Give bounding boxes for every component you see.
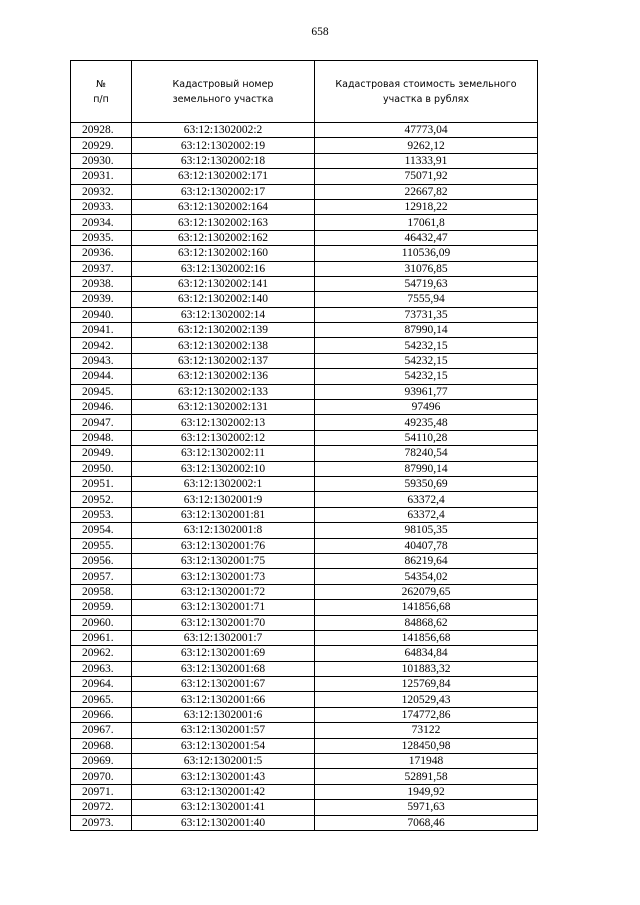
table-row — [71, 138, 538, 153]
cadastral-value-cell: 141856,68 — [315, 630, 538, 645]
table-row — [71, 384, 538, 399]
row-number-cell: 20936. — [71, 246, 132, 261]
cadastral-number-cell: 63:12:1302001:68 — [132, 661, 315, 676]
row-number-cell: 20952. — [71, 492, 132, 507]
table-row — [71, 553, 538, 568]
row-number-cell: 20959. — [71, 600, 132, 615]
cadastral-number-cell: 63:12:1302001:75 — [132, 553, 315, 568]
table-row — [71, 815, 538, 830]
cadastral-value-cell: 174772,86 — [315, 707, 538, 722]
table-row — [71, 538, 538, 553]
cadastral-value-cell: 7068,46 — [315, 815, 538, 830]
cadastral-value-cell: 101883,32 — [315, 661, 538, 676]
table-row — [71, 353, 538, 368]
table-row — [71, 400, 538, 415]
cadastral-number-cell: 63:12:1302002:163 — [132, 215, 315, 230]
row-number-cell: 20966. — [71, 707, 132, 722]
row-number-cell: 20930. — [71, 153, 132, 168]
cadastral-value-cell: 47773,04 — [315, 123, 538, 138]
cadastral-value-cell: 59350,69 — [315, 476, 538, 491]
table-row — [71, 723, 538, 738]
cadastral-value-cell: 54232,15 — [315, 369, 538, 384]
row-number-cell: 20956. — [71, 553, 132, 568]
row-number-cell: 20958. — [71, 584, 132, 599]
table-row — [71, 246, 538, 261]
row-number-cell: 20946. — [71, 400, 132, 415]
table-row — [71, 323, 538, 338]
cadastral-value-cell: 110536,09 — [315, 246, 538, 261]
cadastral-value-cell: 93961,77 — [315, 384, 538, 399]
cadastral-number-cell: 63:12:1302002:19 — [132, 138, 315, 153]
row-number-cell: 20964. — [71, 677, 132, 692]
header-row-number: № п/п — [71, 61, 132, 123]
row-number-cell: 20954. — [71, 523, 132, 538]
table-row — [71, 784, 538, 799]
table-row — [71, 646, 538, 661]
table-row — [71, 523, 538, 538]
cadastral-value-cell: 54232,15 — [315, 338, 538, 353]
row-number-cell: 20973. — [71, 815, 132, 830]
table-row — [71, 184, 538, 199]
table-row — [71, 630, 538, 645]
table-row — [71, 707, 538, 722]
cadastral-number-cell: 63:12:1302001:41 — [132, 800, 315, 815]
cadastral-value-cell: 49235,48 — [315, 415, 538, 430]
table-row — [71, 169, 538, 184]
header-cadastral-value: Кадастровая стоимость земельного участка в рублях — [315, 61, 538, 123]
row-number-cell: 20941. — [71, 323, 132, 338]
cadastral-value-cell: 54110,28 — [315, 430, 538, 445]
cadastral-value-cell: 120529,43 — [315, 692, 538, 707]
row-number-cell: 20928. — [71, 123, 132, 138]
table-row — [71, 215, 538, 230]
cadastral-value-cell: 262079,65 — [315, 584, 538, 599]
header-cadastral-number: Кадастровый номер земельного участка — [132, 61, 315, 123]
cadastral-value-cell: 84868,62 — [315, 615, 538, 630]
row-number-cell: 20940. — [71, 307, 132, 322]
cadastral-value-cell: 22667,82 — [315, 184, 538, 199]
cadastral-value-cell: 78240,54 — [315, 446, 538, 461]
row-number-cell: 20944. — [71, 369, 132, 384]
row-number-cell: 20955. — [71, 538, 132, 553]
cadastral-value-cell: 128450,98 — [315, 738, 538, 753]
cadastral-number-cell: 63:12:1302002:171 — [132, 169, 315, 184]
cadastral-value-cell: 11333,91 — [315, 153, 538, 168]
cadastral-value-cell: 75071,92 — [315, 169, 538, 184]
table-row — [71, 569, 538, 584]
cadastral-value-cell: 17061,8 — [315, 215, 538, 230]
cadastral-value-cell: 54354,02 — [315, 569, 538, 584]
row-number-cell: 20939. — [71, 292, 132, 307]
table-row — [71, 507, 538, 522]
table-header — [71, 61, 538, 123]
cadastral-number-cell: 63:12:1302002:160 — [132, 246, 315, 261]
table-row — [71, 661, 538, 676]
row-number-cell: 20969. — [71, 754, 132, 769]
cadastral-number-cell: 63:12:1302001:72 — [132, 584, 315, 599]
cadastral-number-cell: 63:12:1302002:17 — [132, 184, 315, 199]
table-row — [71, 199, 538, 214]
table-row — [71, 461, 538, 476]
table-row — [71, 476, 538, 491]
cadastral-value-cell: 141856,68 — [315, 600, 538, 615]
cadastral-number-cell: 63:12:1302002:131 — [132, 400, 315, 415]
table-row — [71, 430, 538, 445]
cadastral-number-cell: 63:12:1302002:139 — [132, 323, 315, 338]
cadastral-value-cell: 12918,22 — [315, 199, 538, 214]
row-number-cell: 20934. — [71, 215, 132, 230]
row-number-cell: 20957. — [71, 569, 132, 584]
cadastral-value-cell: 46432,47 — [315, 230, 538, 245]
cadastral-value-cell: 87990,14 — [315, 323, 538, 338]
row-number-cell: 20961. — [71, 630, 132, 645]
header-row — [71, 61, 538, 123]
table-row — [71, 800, 538, 815]
cadastral-value-cell: 52891,58 — [315, 769, 538, 784]
row-number-cell: 20938. — [71, 276, 132, 291]
cadastral-value-cell: 1949,92 — [315, 784, 538, 799]
table-row — [71, 307, 538, 322]
table-row — [71, 276, 538, 291]
table-row — [71, 369, 538, 384]
cadastral-value-cell: 171948 — [315, 754, 538, 769]
cadastral-number-cell: 63:12:1302001:5 — [132, 754, 315, 769]
cadastral-number-cell: 63:12:1302002:14 — [132, 307, 315, 322]
row-number-cell: 20931. — [71, 169, 132, 184]
cadastral-number-cell: 63:12:1302001:66 — [132, 692, 315, 707]
table-row — [71, 446, 538, 461]
row-number-cell: 20935. — [71, 230, 132, 245]
cadastral-number-cell: 63:12:1302001:6 — [132, 707, 315, 722]
cadastral-value-cell: 73731,35 — [315, 307, 538, 322]
cadastral-number-cell: 63:12:1302001:54 — [132, 738, 315, 753]
cadastral-value-cell: 31076,85 — [315, 261, 538, 276]
table-row — [71, 415, 538, 430]
table-row — [71, 769, 538, 784]
cadastral-value-cell: 5971,63 — [315, 800, 538, 815]
row-number-cell: 20963. — [71, 661, 132, 676]
cadastral-number-cell: 63:12:1302002:11 — [132, 446, 315, 461]
table-row — [71, 738, 538, 753]
cadastral-number-cell: 63:12:1302001:67 — [132, 677, 315, 692]
cadastral-value-cell: 9262,12 — [315, 138, 538, 153]
row-number-cell: 20942. — [71, 338, 132, 353]
cadastral-number-cell: 63:12:1302002:133 — [132, 384, 315, 399]
cadastral-number-cell: 63:12:1302002:13 — [132, 415, 315, 430]
cadastral-value-cell: 63372,4 — [315, 492, 538, 507]
row-number-cell: 20949. — [71, 446, 132, 461]
cadastral-number-cell: 63:12:1302002:12 — [132, 430, 315, 445]
table-row — [71, 230, 538, 245]
cadastral-number-cell: 63:12:1302001:81 — [132, 507, 315, 522]
row-number-cell: 20971. — [71, 784, 132, 799]
cadastral-value-cell: 97496 — [315, 400, 538, 415]
row-number-cell: 20970. — [71, 769, 132, 784]
table-row — [71, 153, 538, 168]
cadastral-number-cell: 63:12:1302001:7 — [132, 630, 315, 645]
row-number-cell: 20947. — [71, 415, 132, 430]
row-number-cell: 20967. — [71, 723, 132, 738]
table-row — [71, 677, 538, 692]
table-row — [71, 292, 538, 307]
cadastral-number-cell: 63:12:1302001:71 — [132, 600, 315, 615]
row-number-cell: 20948. — [71, 430, 132, 445]
cadastral-number-cell: 63:12:1302001:9 — [132, 492, 315, 507]
cadastral-value-cell: 7555,94 — [315, 292, 538, 307]
cadastral-number-cell: 63:12:1302002:164 — [132, 199, 315, 214]
cadastral-number-cell: 63:12:1302001:73 — [132, 569, 315, 584]
table-body — [71, 123, 538, 831]
cadastral-number-cell: 63:12:1302002:16 — [132, 261, 315, 276]
row-number-cell: 20962. — [71, 646, 132, 661]
row-number-cell: 20968. — [71, 738, 132, 753]
row-number-cell: 20932. — [71, 184, 132, 199]
cadastral-value-cell: 63372,4 — [315, 507, 538, 522]
cadastral-value-cell: 86219,64 — [315, 553, 538, 568]
table-row — [71, 584, 538, 599]
row-number-cell: 20951. — [71, 476, 132, 491]
cadastral-number-cell: 63:12:1302002:138 — [132, 338, 315, 353]
cadastral-number-cell: 63:12:1302002:162 — [132, 230, 315, 245]
table-row — [71, 615, 538, 630]
table-row — [71, 261, 538, 276]
cadastral-value-cell: 54232,15 — [315, 353, 538, 368]
cadastral-value-cell: 98105,35 — [315, 523, 538, 538]
table-row — [71, 492, 538, 507]
cadastral-value-cell: 73122 — [315, 723, 538, 738]
cadastral-value-cell: 125769,84 — [315, 677, 538, 692]
cadastral-value-cell: 54719,63 — [315, 276, 538, 291]
table-row — [71, 338, 538, 353]
cadastre-table — [70, 60, 538, 831]
cadastral-number-cell: 63:12:1302001:40 — [132, 815, 315, 830]
cadastral-number-cell: 63:12:1302002:1 — [132, 476, 315, 491]
cadastral-number-cell: 63:12:1302001:57 — [132, 723, 315, 738]
row-number-cell: 20950. — [71, 461, 132, 476]
table-row — [71, 692, 538, 707]
cadastral-number-cell: 63:12:1302002:136 — [132, 369, 315, 384]
cadastral-number-cell: 63:12:1302001:69 — [132, 646, 315, 661]
row-number-cell: 20945. — [71, 384, 132, 399]
cadastral-value-cell: 40407,78 — [315, 538, 538, 553]
cadastral-number-cell: 63:12:1302002:18 — [132, 153, 315, 168]
row-number-cell: 20953. — [71, 507, 132, 522]
page-number: 658 — [311, 26, 329, 38]
cadastral-number-cell: 63:12:1302001:43 — [132, 769, 315, 784]
cadastral-value-cell: 64834,84 — [315, 646, 538, 661]
cadastral-number-cell: 63:12:1302001:70 — [132, 615, 315, 630]
table-row — [71, 600, 538, 615]
cadastral-number-cell: 63:12:1302002:2 — [132, 123, 315, 138]
row-number-cell: 20937. — [71, 261, 132, 276]
cadastral-number-cell: 63:12:1302002:10 — [132, 461, 315, 476]
cadastral-number-cell: 63:12:1302002:137 — [132, 353, 315, 368]
cadastral-number-cell: 63:12:1302002:140 — [132, 292, 315, 307]
cadastral-number-cell: 63:12:1302001:76 — [132, 538, 315, 553]
row-number-cell: 20965. — [71, 692, 132, 707]
row-number-cell: 20972. — [71, 800, 132, 815]
cadastral-number-cell: 63:12:1302001:42 — [132, 784, 315, 799]
table-row — [71, 754, 538, 769]
cadastral-number-cell: 63:12:1302002:141 — [132, 276, 315, 291]
row-number-cell: 20943. — [71, 353, 132, 368]
row-number-cell: 20960. — [71, 615, 132, 630]
row-number-cell: 20929. — [71, 138, 132, 153]
cadastral-number-cell: 63:12:1302001:8 — [132, 523, 315, 538]
row-number-cell: 20933. — [71, 199, 132, 214]
cadastral-value-cell: 87990,14 — [315, 461, 538, 476]
table-row — [71, 123, 538, 138]
